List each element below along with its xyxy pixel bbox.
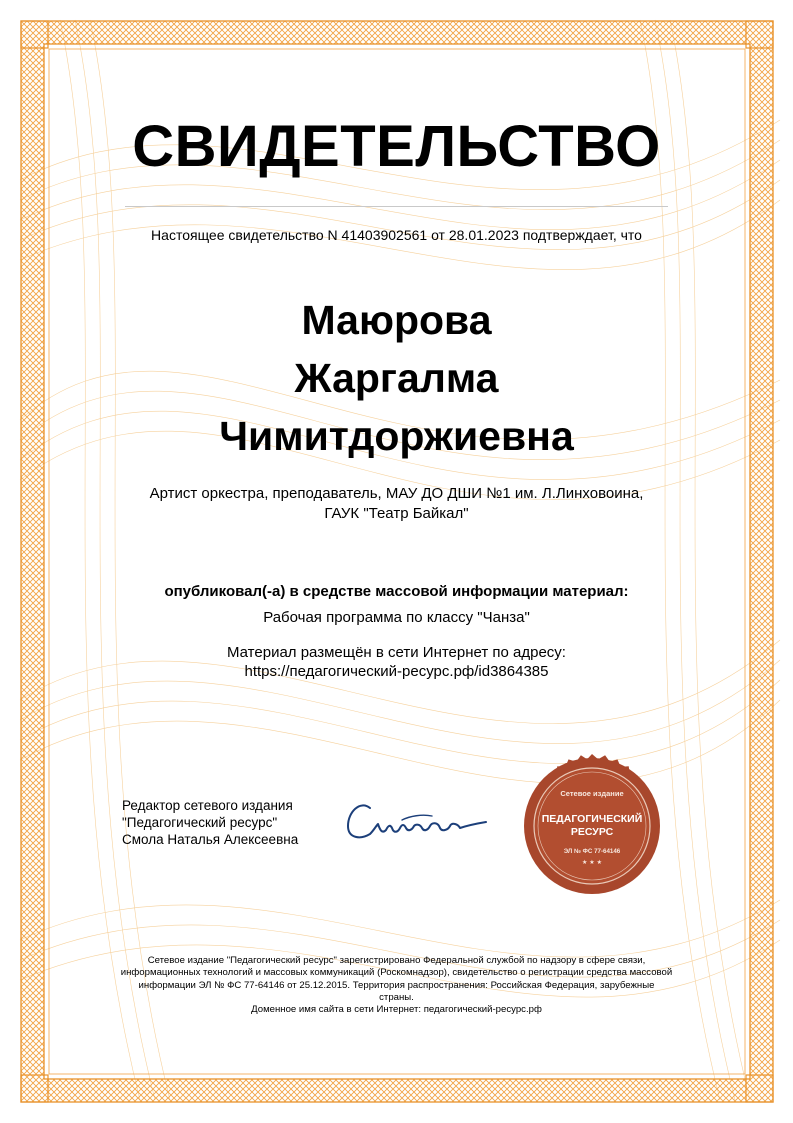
seal-registration: ЭЛ № ФС 77-64146 — [563, 848, 621, 855]
material-url: https://педагогический-ресурс.рф/id3864385 — [244, 663, 549, 680]
recipient-first-name: Жаргалма — [294, 355, 499, 401]
url-caption: Материал размещён в сети Интернет по адресу: — [227, 644, 566, 661]
recipient-patronymic: Чимитдоржиевна — [219, 413, 574, 459]
certificate-intro: Настоящее свидетельство N 41403902561 от 28.01.2023 подтверждает, что — [151, 227, 642, 243]
publication-seal — [518, 752, 666, 900]
seal-name-line1: ПЕДАГОГИЧЕСКИЙ — [541, 813, 643, 825]
seal-name-line2: РЕСУРС — [570, 826, 614, 838]
registration-footer — [120, 955, 673, 1016]
title-divider — [125, 206, 668, 207]
recipient-position — [100, 484, 693, 524]
editor-block — [122, 797, 298, 848]
registration-text: Сетевое издание "Педагогический ресурс" зарегистрировано Федеральной службой по надзору в сфере связи, информационных технологий и массовых коммуникаций (Роскомнадзор), свидетельство о регистрации средства массовой информации ЭЛ № ФС 77-64146 от 25.12.2015. Территория распространения: Российская Федерация, зарубежные страны. — [120, 955, 673, 1003]
position-line: Артист оркестра, преподаватель, МАУ ДО ДШИ №1 им. Л.Линховоина, — [149, 485, 644, 502]
seal-stars: ★ ★ ★ — [582, 859, 602, 866]
recipient-surname: Маюрова — [301, 297, 492, 343]
editor-name: Смола Наталья Алексеевна — [122, 832, 299, 847]
editor-signature — [340, 790, 490, 850]
position-line: ГАУК "Театр Байкал" — [324, 505, 469, 522]
domain-line: Доменное имя сайта в сети Интернет: педагогический-ресурс.рф — [251, 1004, 542, 1016]
recipient-name — [100, 291, 693, 465]
published-statement: опубликовал(-а) в средстве массовой информации материал: — [164, 583, 629, 600]
material-title: Рабочая программа по классу "Чанза" — [263, 609, 530, 626]
seal-top-text: Сетевое издание — [560, 789, 624, 798]
certificate-title: СВИДЕТЕЛЬСТВО — [132, 114, 661, 179]
editor-publication: "Педагогический ресурс" — [122, 815, 278, 830]
editor-role: Редактор сетевого издания — [122, 798, 293, 813]
